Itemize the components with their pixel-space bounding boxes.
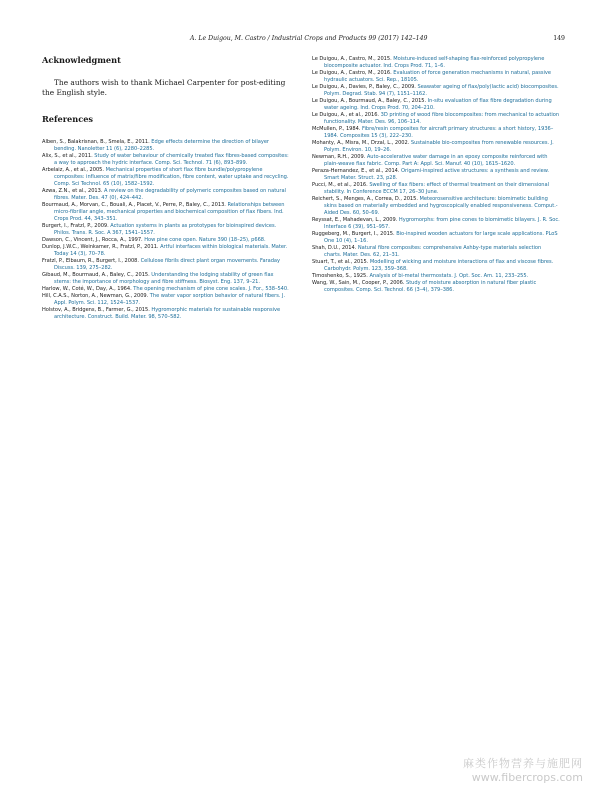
reference-authors: Reyssat, E., Mahadevan, L., 2009. xyxy=(312,217,399,223)
reference-entry xyxy=(312,98,560,112)
reference-authors: Dunlop, J.W.C., Weinkamer, R., Fratzl, P., 2011. xyxy=(42,244,161,251)
reference-title-link[interactable]: Hygromorphic materials for sustainable responsive architecture. Construct. Build. Mater. 98, 570–582. xyxy=(54,307,281,321)
reference-authors: Le Duigou, A., Castro, M., 2015. xyxy=(312,56,394,62)
reference-authors: Arbelaiz, A., et al., 2005. xyxy=(42,167,106,174)
watermark-url: www.fibercrops.com xyxy=(471,771,583,784)
reference-entry xyxy=(42,237,290,244)
running-header xyxy=(190,35,565,42)
reference-authors: Pucci, M., et al., 2016. xyxy=(312,182,370,188)
reference-title-link[interactable]: Mechanical properties of short flax fibre bundle/polypropylene composites: influence of matrix/fibre modification, fibre content, water uptake and recycling. Comp. Sci Technol. 65 (10), 1582–1592. xyxy=(54,167,289,188)
reference-title-link[interactable]: Analysis of bi-metal thermostats. J. Opt. Soc. Am. 11, 233–255. xyxy=(369,273,529,279)
reference-authors: Le Duigou, A., Bourmaud, A., Baley, C., 2015. xyxy=(312,98,428,104)
acknowledgment-text: The authors wish to thank Michael Carpenter for post-editing the English style. xyxy=(42,78,286,97)
reference-authors: Stuart, T., et al., 2015. xyxy=(312,259,370,265)
reference-authors: Peraza-Hernandez, E., et al., 2014. xyxy=(312,168,402,174)
reference-entry xyxy=(312,84,560,98)
reference-title-link[interactable]: Bio-inspired wooden actuators for large scale applications. PLoS One 10 (4), 1–16. xyxy=(324,231,558,244)
reference-authors: Alix, S., et al., 2011. xyxy=(42,153,95,160)
reference-entry xyxy=(312,56,560,70)
watermark xyxy=(463,755,583,784)
reference-title-link[interactable]: The opening mechanism of pine cone scales. J. For., 538–540. xyxy=(133,286,289,293)
reference-entry xyxy=(42,188,290,202)
reference-entry xyxy=(42,139,290,153)
reference-title-link[interactable]: How pine cone open. Nature 390 (18–25), p668. xyxy=(144,237,266,244)
reference-authors: Bourmaud, A., Morvan, C., Bouali, A., Placet, V., Perre, P., Baley, C., 2013. xyxy=(42,202,228,209)
reference-entry xyxy=(312,112,560,126)
reference-entry xyxy=(42,293,290,307)
right-column xyxy=(312,56,560,294)
reference-authors: Azwa, Z.N., et al., 2013. xyxy=(42,188,105,195)
reference-authors: Fratzl, P., Elbaum, R., Burgert, I., 2008. xyxy=(42,258,141,265)
reference-title-link[interactable]: Meteorosensitive architecture: biomimetic building skins based on materially embedded and hygroscopically enabled responsiveness. Comput.-Aided Des. 60, 50–69. xyxy=(324,196,558,216)
reference-title-link[interactable]: Study of water behaviour of chemically treated flax fibres-based composites: a way to approach the hydric interface. Comp. Sci. Technol. 71 (6), 893–899. xyxy=(54,153,289,167)
reference-title-link[interactable]: Artful interfaces within biological materials. Mater. Today 14 (3), 70–78. xyxy=(54,244,288,258)
reference-entry xyxy=(42,286,290,293)
reference-entry xyxy=(312,245,560,259)
reference-entry xyxy=(312,259,560,273)
reference-authors: Alben, S., Balakrisnan, B., Smela, E., 2011. xyxy=(42,139,152,146)
reference-entry xyxy=(312,154,560,168)
reference-title-link[interactable]: Swelling of flax fibers: effect of thermal treatment on their dimensional stability. In Conference ECCM 17, 26–30 June. xyxy=(324,182,549,195)
reference-authors: Dawson, C., Vincent, J., Rocca, A., 1997. xyxy=(42,237,145,244)
reference-entry xyxy=(312,168,560,182)
left-column xyxy=(42,55,290,321)
reference-entry xyxy=(42,258,290,272)
reference-entry xyxy=(312,70,560,84)
running-title: A. Le Duigou, M. Castro / Industrial Crops and Products 99 (2017) 142–149 xyxy=(190,35,428,42)
reference-title-link[interactable]: Origami-inspired active structures: a synthesis and review. Smart Mater. Struct. 23, p28. xyxy=(324,168,550,181)
reference-entry xyxy=(312,182,560,196)
reference-title-link[interactable]: Understanding the lodging stability of green flax stems: the importance of morphology and fibre stiffness. Biosyst. Eng. 137, 9–21. xyxy=(54,272,274,286)
reference-list-left xyxy=(42,139,290,321)
reference-title-link[interactable]: Sustainable bio-composites from renewable resources. J. Polym. Environ. 10, 19–26. xyxy=(324,140,554,153)
reference-entry xyxy=(312,231,560,245)
reference-title-link[interactable]: The water vapor sorption behavior of natural fibers. J. Appl. Polym. Sci. 112, 1524–1537. xyxy=(54,293,286,307)
reference-entry xyxy=(312,140,560,154)
reference-title-link[interactable]: Cellulose fibrils direct plant organ movements. Faraday Discuss. 139, 275–282. xyxy=(54,258,280,272)
watermark-cn-text: 麻类作物营养与施肥网 xyxy=(463,757,583,770)
reference-title-link[interactable]: Relationships between micro-fibrillar angle, mechanical properties and biochemical composition of flax fibers. Ind. Crops Prod. 44, 343–351. xyxy=(54,202,285,223)
reference-title-link[interactable]: Auto-accelerative water damage in an epoxy composite reinforced with plain-weave flax fabric. Comp. Part A: Appl. Sci. Manuf. 40 (10), 1615–1620. xyxy=(324,154,548,167)
reference-title-link[interactable]: Edge effects determine the direction of bilayer bending. Nanoletter 11 (6), 2280–2285. xyxy=(54,139,269,153)
reference-entry xyxy=(42,202,290,223)
reference-entry xyxy=(312,273,560,280)
reference-entry xyxy=(42,167,290,188)
reference-authors: Harlow, W., Coté, W., Day, A., 1964. xyxy=(42,286,134,293)
reference-entry xyxy=(312,196,560,217)
reference-entry xyxy=(42,272,290,286)
reference-authors: Gibaud, M., Bourmaud, A., Baley, C., 2015. xyxy=(42,272,152,279)
reference-entry xyxy=(42,223,290,237)
reference-authors: Wang, W., Sain, M., Cooper, P., 2006. xyxy=(312,280,407,286)
reference-authors: McMullen, P., 1984. xyxy=(312,126,362,132)
reference-authors: Ruggeberg, M., Burgert, I., 2015. xyxy=(312,231,397,237)
reference-title-link[interactable]: Study of moisture absorption in natural fiber plastic composites. Comp. Sci. Technol. 66 (3–4), 379–386. xyxy=(324,280,537,293)
reference-entry xyxy=(42,153,290,167)
references-heading: References xyxy=(42,114,94,125)
reference-authors: Newman, R.H., 2009. xyxy=(312,154,367,160)
reference-authors: Hill, C.A.S., Norton, A., Newman, G., 2009. xyxy=(42,293,150,300)
reference-title-link[interactable]: Hygromorphs: from pine cones to biomimetic bilayers. J. R. Soc. Interface 6 (39), 951–957. xyxy=(324,217,560,230)
page-number: 149 xyxy=(553,35,565,42)
reference-authors: Holstov, A., Bridgens, B., Farmer, G., 2015. xyxy=(42,307,152,314)
reference-title-link[interactable]: Evaluation of force generation mechanisms in natural, passive hydraulic actuators. Sci. Rep., 18105. xyxy=(324,70,551,83)
reference-entry xyxy=(312,217,560,231)
reference-authors: Reichert, S., Menges, A., Correa, D., 2015. xyxy=(312,196,420,202)
reference-authors: Le Duigou, A., et al., 2016. xyxy=(312,112,381,118)
reference-authors: Shah, D.U., 2014. xyxy=(312,245,358,251)
reference-title-link[interactable]: In-situ evaluation of flax fibre degradation during water ageing. Ind. Crops Prod. 70, 204–210. xyxy=(324,98,552,111)
reference-authors: Le Duigou, A., Davies, P., Baley, C., 2009. xyxy=(312,84,418,90)
reference-entry xyxy=(312,280,560,294)
reference-authors: Timoshenko, S., 1925. xyxy=(312,273,370,279)
reference-title-link[interactable]: Modelling of wicking and moisture interactions of flax and viscose fibres. Carbohydr. Polym. 123, 359–368. xyxy=(324,259,554,272)
reference-entry xyxy=(42,307,290,321)
reference-title-link[interactable]: Fibre/resin composites for aircraft primary structures: a short history, 1936–1984. Composites 15 (3), 222–230. xyxy=(324,126,554,139)
reference-authors: Le Duigou, A., Castro, M., 2016. xyxy=(312,70,394,76)
reference-title-link[interactable]: Actuation systems in plants as prototypes for bioinspired devices. Philos. Trans. R. Soc. A 367, 1541–1557. xyxy=(54,223,277,237)
reference-entry xyxy=(312,126,560,140)
reference-authors: Mohanty, A., Misra, M., Drzal, L., 2002. xyxy=(312,140,411,146)
reference-list-right xyxy=(312,56,560,294)
reference-authors: Burgert, I., Fratzl, P., 2009. xyxy=(42,223,111,230)
reference-title-link[interactable]: Moisture-induced self-shaping flax-reinforced polypropylene biocomposite actuator. Ind. Crops Prod. 71, 1–6. xyxy=(324,56,545,69)
reference-entry xyxy=(42,244,290,258)
reference-title-link[interactable]: A review on the degradability of polymeric composites based on natural fibres. Mater. Des. 47 (0), 424–442. xyxy=(54,188,286,202)
reference-title-link[interactable]: Seawater ageing of flax/poly(lactic acid) biocomposites. Polym. Degrad. Stab. 94 (7), 1151–1162. xyxy=(324,84,559,97)
reference-title-link[interactable]: Natural fibre composites: comprehensive Ashby-type materials selection charts. Mater. Des. 62, 21–31. xyxy=(324,245,542,258)
reference-title-link[interactable]: 3D printing of wood fibre biocomposites: from mechanical to actuation functionality. Mater. Des. 96, 106–114. xyxy=(324,112,560,125)
acknowledgment-heading: Acknowledgment xyxy=(42,55,121,65)
